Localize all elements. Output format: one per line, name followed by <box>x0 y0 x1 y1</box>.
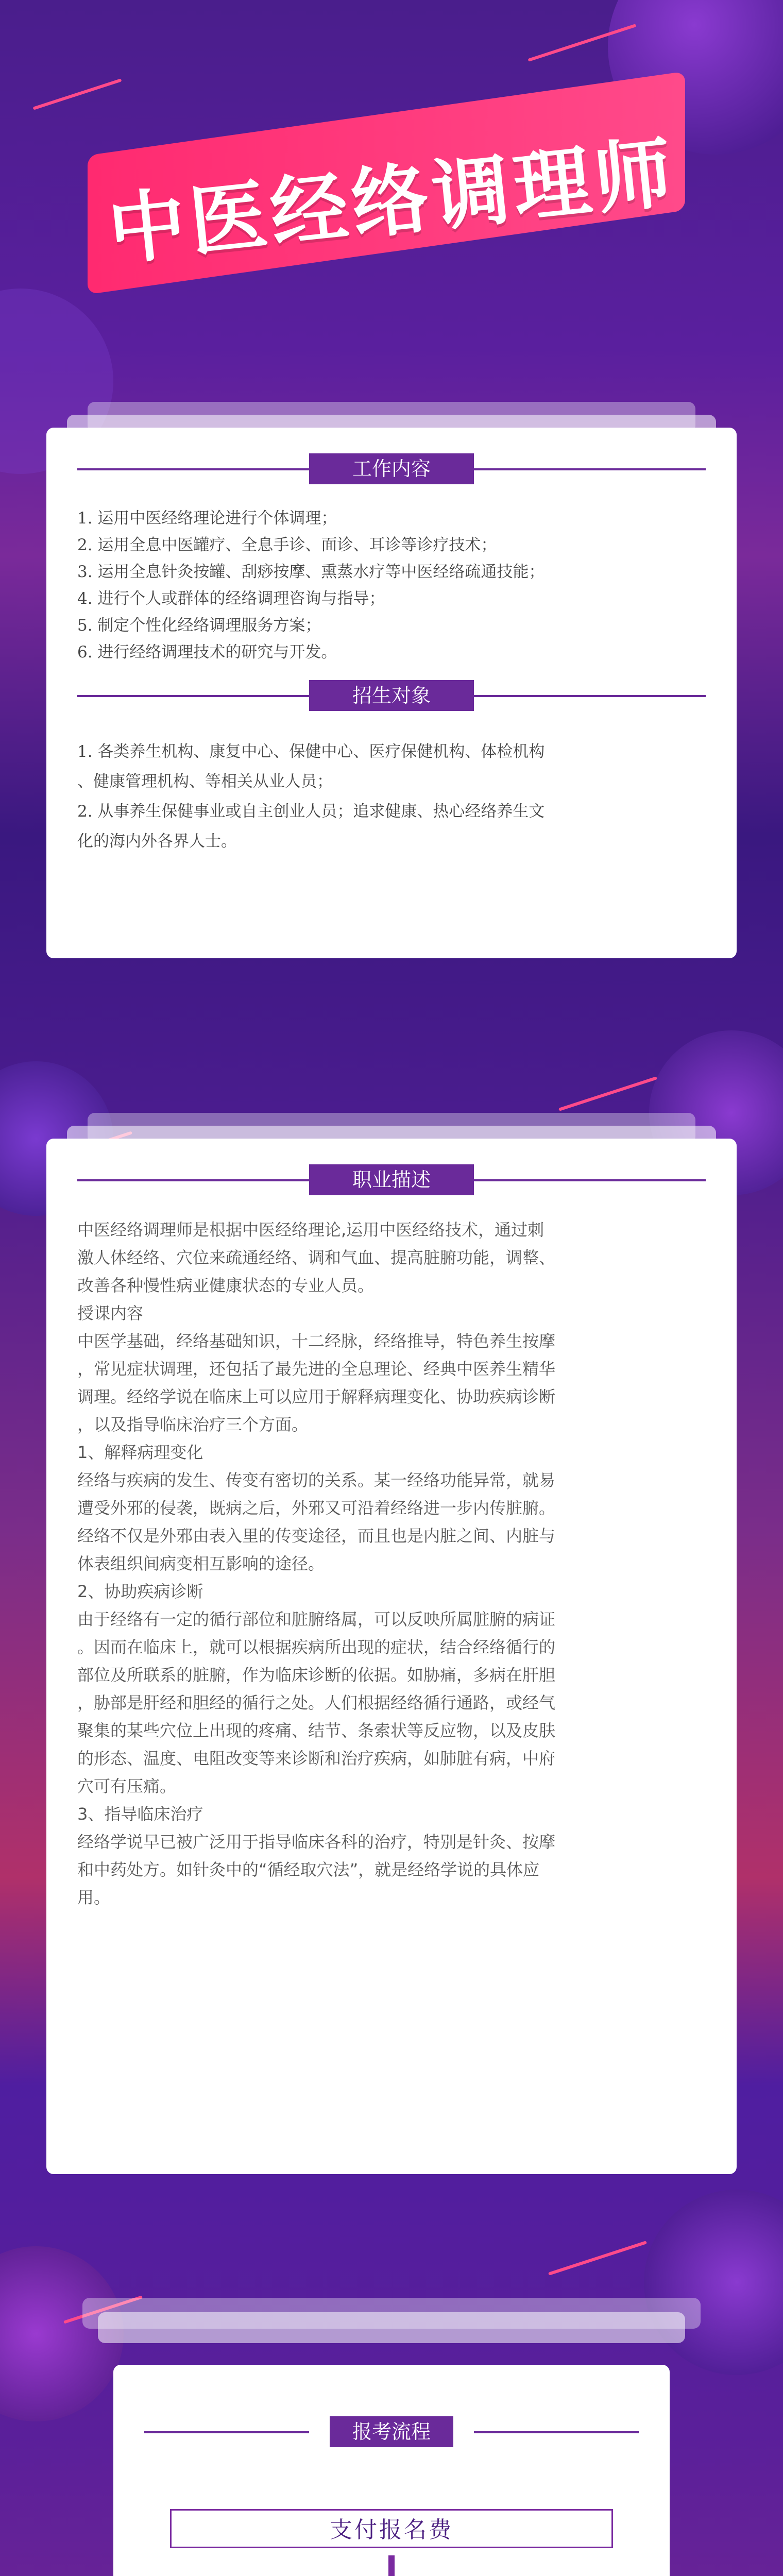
card-stack-1 <box>46 402 737 958</box>
card-stack-2 <box>46 1113 737 2174</box>
heading-line <box>458 1179 706 1181</box>
work-list <box>77 505 706 666</box>
text-line: 穴可有压痛。 <box>77 1776 177 1796</box>
text-line: 体表组织间病变相互影响的途径。 <box>77 1554 325 1573</box>
text-line: 用。 <box>77 1888 111 1907</box>
text-line: 和中药处方。如针灸中的“循经取穴法”，就是经络学说的具体应 <box>77 1860 540 1879</box>
text-line: 调理。经络学说在临床上可以应用于解释病理变化、协助疾病诊断 <box>77 1387 556 1406</box>
text-line: 激人体经络、穴位来疏通经络、调和气血、提高脏腑功能，调整、 <box>77 1248 556 1267</box>
heading-line <box>77 695 325 697</box>
streak <box>32 78 122 110</box>
flow-step: 支付报名费 <box>170 2509 613 2548</box>
students-list <box>77 737 706 856</box>
streak <box>548 2241 647 2276</box>
text-line: 2、协助疾病诊断 <box>77 1582 203 1601</box>
text-line: 部位及所联系的脏腑，作为临床诊断的依据。如胁痛，多病在肝胆 <box>77 1665 556 1685</box>
text-line: 遭受外邪的侵袭，既病之后，外邪又可沿着经络进一步内传脏腑。 <box>77 1498 556 1518</box>
arrow-down-icon <box>376 2555 407 2576</box>
list-item: 4. 进行个人或群体的经络调理咨询与指导； <box>77 589 385 608</box>
section-title-students: 招生对象 <box>309 680 474 711</box>
section-heading <box>113 2416 670 2447</box>
text-line: ，胁部是肝经和胆经的循行之处。人们根据经络循行通路，或经气 <box>77 1693 556 1713</box>
streak <box>558 1076 657 1111</box>
text-line: 。因而在临床上，就可以根据疾病所出现的症状，结合经络循行的 <box>77 1637 556 1657</box>
text-line: 经络不仅是外邪由表入里的传变途径，而且也是内脏之间、内脏与 <box>77 1526 556 1546</box>
section-title-career: 职业描述 <box>309 1164 474 1195</box>
info-card-1 <box>46 428 737 958</box>
heading-line <box>144 2431 309 2433</box>
text-line: 聚集的某些穴位上出现的疼痛、结节、条索状等反应物，以及皮肤 <box>77 1721 556 1740</box>
section-title-work: 工作内容 <box>309 453 474 484</box>
list-item: 3. 运用全息针灸按罐、刮痧按摩、熏蒸水疗等中医经络疏通技能； <box>77 563 545 581</box>
text-line: 改善各种慢性病亚健康状态的专业人员。 <box>77 1276 375 1295</box>
text-line: ，以及指导临床治疗三个方面。 <box>77 1415 309 1434</box>
list-item: 6. 进行经络调理技术的研究与开发。 <box>77 643 337 662</box>
text-line: 的形态、温度、电阻改变等来诊断和治疗疾病，如肺脏有病，中府 <box>77 1749 556 1768</box>
heading-line <box>77 1179 325 1181</box>
heading-line <box>77 468 325 470</box>
card-shadow <box>98 2312 685 2343</box>
info-card-2 <box>46 1139 737 2174</box>
career-description <box>77 1216 706 1911</box>
text-line: 由于经络有一定的循行部位和脏腑络属，可以反映所属脏腑的病证 <box>77 1609 556 1629</box>
list-line: 2. 从事养生保健事业或自主创业人员；追求健康、热心经络养生文 <box>77 802 545 821</box>
list-item: 2. 运用全息中医罐疗、全息手诊、面诊、耳诊等诊疗技术； <box>77 536 497 554</box>
text-line: 经络与疾病的发生、传变有密切的关系。某一经络功能异常，就易 <box>77 1470 556 1490</box>
text-line: 中医经络调理师是根据中医经络理论,运用中医经络技术，通过刺 <box>77 1220 544 1240</box>
section-heading <box>46 453 737 484</box>
section-heading <box>46 680 737 711</box>
text-line: 3、指导临床治疗 <box>77 1804 203 1824</box>
text-line: 经络学说早已被广泛用于指导临床各科的治疗，特别是针灸、按摩 <box>77 1832 556 1852</box>
text-line: 授课内容 <box>77 1303 144 1323</box>
section-heading <box>46 1164 737 1195</box>
list-line: 化的海内外各界人士。 <box>77 832 237 851</box>
list-item: 1. 运用中医经络理论进行个体调理； <box>77 509 337 528</box>
list-line: 1. 各类养生机构、康复中心、保健中心、医疗保健机构、体检机构 <box>77 742 545 761</box>
heading-line <box>474 2431 639 2433</box>
heading-line <box>458 695 706 697</box>
text-line: 中医学基础，经络基础知识，十二经脉，经络推导，特色养生按摩 <box>77 1331 556 1351</box>
page-title: 中医经络调理师 <box>104 127 680 277</box>
text-line: 1、解释病理变化 <box>77 1443 203 1462</box>
list-line: 、健康管理机构、等相关从业人员； <box>77 772 333 791</box>
text-line: ，常见症状调理，还包括了最先进的全息理论、经典中医养生精华 <box>77 1359 556 1379</box>
heading-line <box>458 468 706 470</box>
list-item: 5. 制定个性化经络调理服务方案； <box>77 616 321 635</box>
section-title-process: 报考流程 <box>330 2416 453 2447</box>
